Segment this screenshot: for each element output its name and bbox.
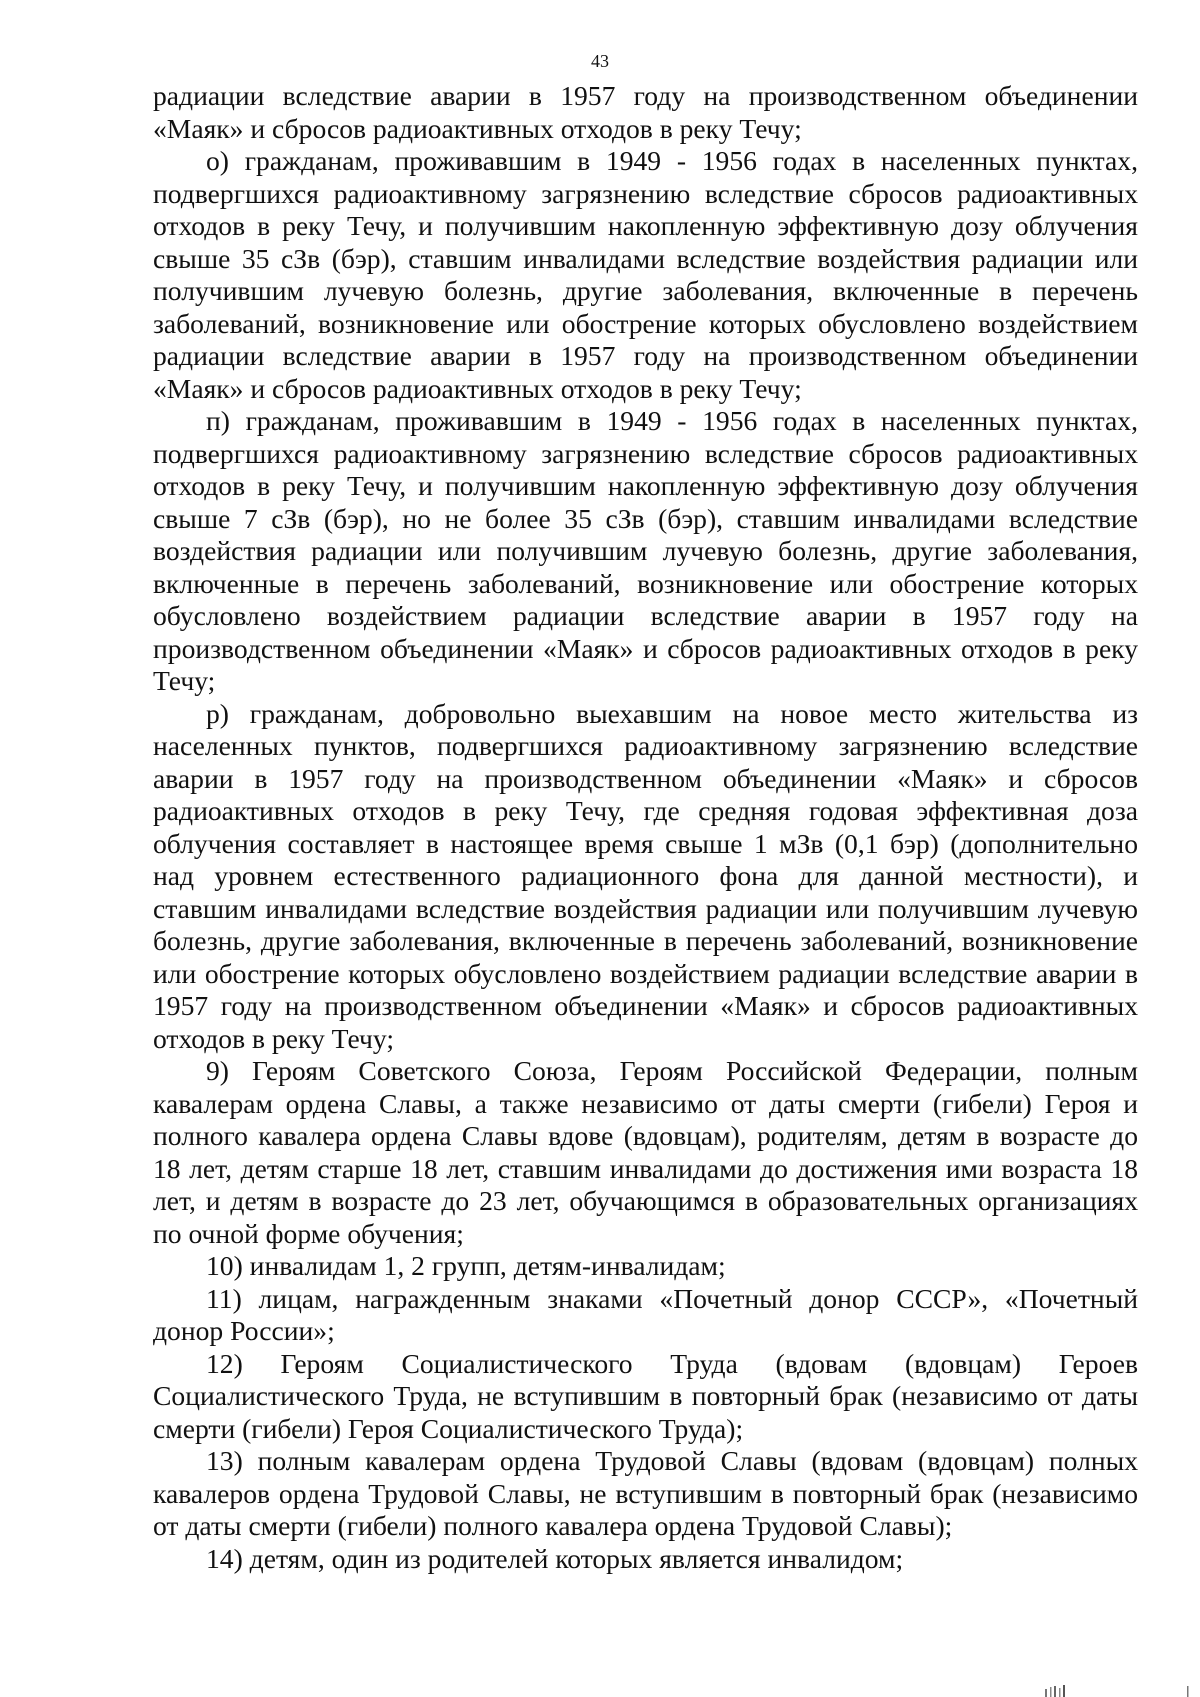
paragraph-item-10: 10) инвалидам 1, 2 групп, детям-инвалидам;: [206, 1250, 726, 1281]
paragraph-continuation: радиации вследствие аварии в 1957 году на производственном объединении «Маяк» и сбросов радиоактивных отходов в реку Течу;: [153, 80, 1138, 144]
paragraph-item-o: о) гражданам, проживавшим в 1949 - 1956 годах в населенных пунктах, подвергшихся радиоактивному загрязнению вследствие сбросов радиоактивных отходов в реку Течу, и получившим накопленную эффективную дозу облучения свыше 35 сЗв (бэр), ставшим инвалидами вследствие воздействия радиации или получившим лучевую болезнь, другие заболевания, включенные в перечень заболеваний, возникновение или обострение которых обусловлено воздействием радиации вследствие аварии в 1957 году на производственном объединении «Маяк» и сбросов радиоактивных отходов в реку Течу;: [153, 145, 1138, 404]
document-body: [153, 80, 1138, 1575]
paragraph-item-p: п) гражданам, проживавшим в 1949 - 1956 годах в населенных пунктах, подвергшихся радиоактивному загрязнению вследствие сбросов радиоактивных отходов в реку Течу, и получившим накопленную эффективную дозу облучения свыше 7 сЗв (бэр), но не более 35 сЗв (бэр), ставшим инвалидами вследствие воздействия радиации или получившим лучевую болезнь, другие заболевания, включенные в перечень заболеваний, возникновение или обострение которых обусловлено воздействием радиации вследствие аварии в 1957 году на производственном объединении «Маяк» и сбросов радиоактивных отходов в реку Течу;: [153, 405, 1138, 696]
paragraph-item-12: 12) Героям Социалистического Труда (вдовам (вдовцам) Героев Социалистического Труда, не вступившим в повторный брак (независимо от даты смерти (гибели) Героя Социалистического Труда);: [153, 1347, 1138, 1444]
page-number: 43: [591, 51, 609, 71]
paragraph-item-9: 9) Героям Советского Союза, Героям Российской Федерации, полным кавалерам ордена Славы, а также независимо от даты смерти (гибели) Героя и полного кавалера ордена Славы вдове (вдовцам), родителям, детям в возрасте до 18 лет, детям старше 18 лет, ставшим инвалидами до достижения ими возраста 18 лет, и детям в возрасте до 23 лет, обучающимся в образовательных организациях по очной форме обучения;: [153, 1055, 1138, 1249]
scan-artifact-marks: [1045, 1683, 1195, 1697]
paragraph-item-13: 13) полным кавалерам ордена Трудовой Славы (вдовам (вдовцам) полных кавалеров ордена Трудовой Славы, не вступившим в повторный брак (независимо от даты смерти (гибели) полного кавалера ордена Трудовой Славы);: [153, 1445, 1138, 1541]
paragraph-item-r: р) гражданам, добровольно выехавшим на новое место жительства из населенных пунктов, подвергшихся радиоактивному загрязнению вследствие аварии в 1957 году на производственном объединении «Маяк» и сбросов радиоактивных отходов в реку Течу, где средняя годовая эффективная доза облучения составляет в настоящее время свыше 1 мЗв (0,1 бэр) (дополнительно над уровнем естественного радиационного фона для данной местности), и ставшим инвалидами вследствие воздействия радиации или получившим лучевую болезнь, другие заболевания, включенные в перечень заболеваний, возникновение или обострение которых обусловлено воздействием радиации вследствие аварии в 1957 году на производственном объединении «Маяк» и сбросов радиоактивных отходов в реку Течу;: [153, 697, 1138, 1054]
paragraph-item-11: 11) лицам, награжденным знаками «Почетный донор СССР», «Почетный донор России»;: [153, 1282, 1138, 1346]
paragraph-item-14: 14) детям, один из родителей которых является инвалидом;: [206, 1542, 904, 1574]
